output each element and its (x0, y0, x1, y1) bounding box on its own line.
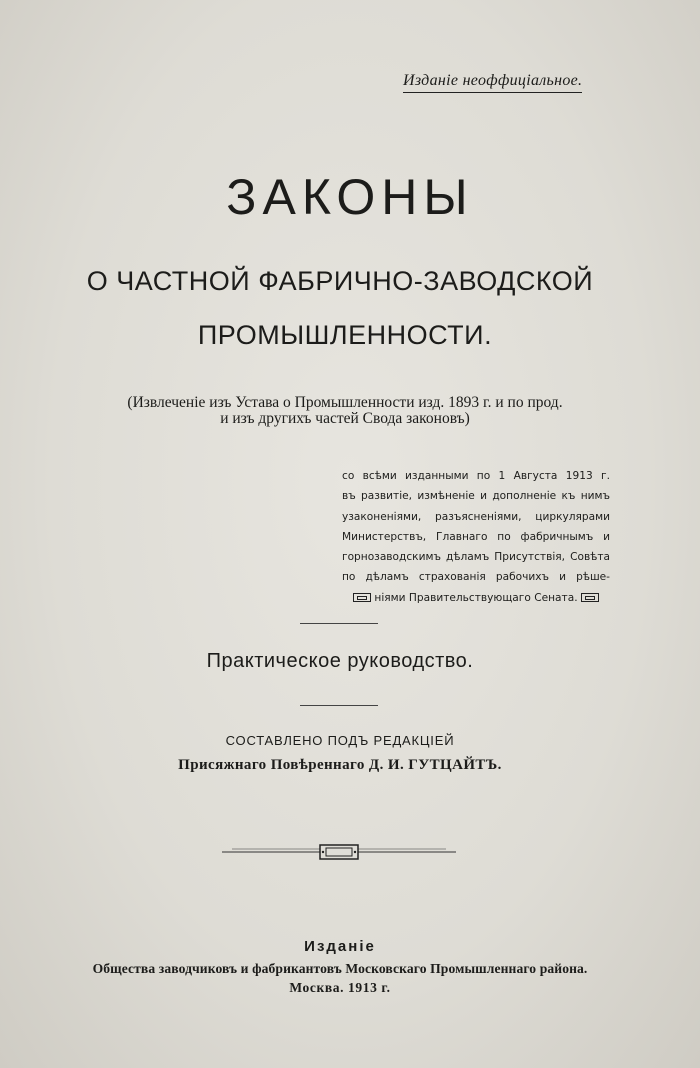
divider-rule (300, 623, 378, 624)
divider-rule (300, 705, 378, 706)
extract-line-2: и изъ другихъ частей Свода законовъ) (220, 410, 470, 427)
supplement-line: узаконеніями, разъясненіями, циркулярами (342, 510, 610, 523)
practical-guide: Практическое руководство. (206, 650, 474, 672)
bracket-ornament-icon (353, 593, 371, 602)
supplement-line: по дѣламъ страхованія рабочихъ и рѣше- (342, 571, 610, 584)
subtitle-line-1: О ЧАСТНОЙ ФАБРИЧНО-ЗАВОДСКОЙ (86, 266, 594, 296)
supplement-paragraph (342, 466, 610, 608)
supplement-line: со всѣми изданными по 1 Августа 1913 г. (342, 470, 610, 482)
supplement-last-line (342, 588, 610, 608)
extract-note (60, 395, 630, 427)
extract-line-1: (Извлеченіе изъ Устава о Промышленности изд. 1893 г. и по прод. (127, 394, 563, 411)
publisher-label: Изданіе (304, 938, 376, 955)
compiled-by: СОСТАВЛЕНО ПОДЪ РЕДАКЦІЕЙ (225, 733, 455, 748)
edition-note: Изданіе неоффиціальное. (403, 72, 582, 93)
supplement-line: въ развитіе, измѣненіе и дополненіе къ нимъ (342, 490, 610, 503)
main-title: ЗАКОНЫ (226, 169, 474, 225)
editor-name: Присяжнаго Повѣреннаго Д. И. ГУТЦАЙТЪ. (178, 757, 502, 773)
subtitle-line-2: ПРОМЫШЛЕННОСТИ. (197, 320, 493, 350)
ornament-divider-icon (222, 843, 456, 861)
place-date: Москва. 1913 г. (289, 980, 391, 995)
bracket-ornament-icon (581, 593, 599, 602)
supplement-line: горнозаводскимъ дѣламъ Присутствія, Совѣта (342, 551, 610, 564)
publisher-name: Общества заводчиковъ и фабрикантовъ Московскаго Промышленнаго района. (92, 961, 588, 976)
supplement-line: Министерствъ, Главнаго по фабричнымъ и (342, 530, 610, 543)
supplement-line: ніями Правительствующаго Сената. (374, 591, 578, 604)
